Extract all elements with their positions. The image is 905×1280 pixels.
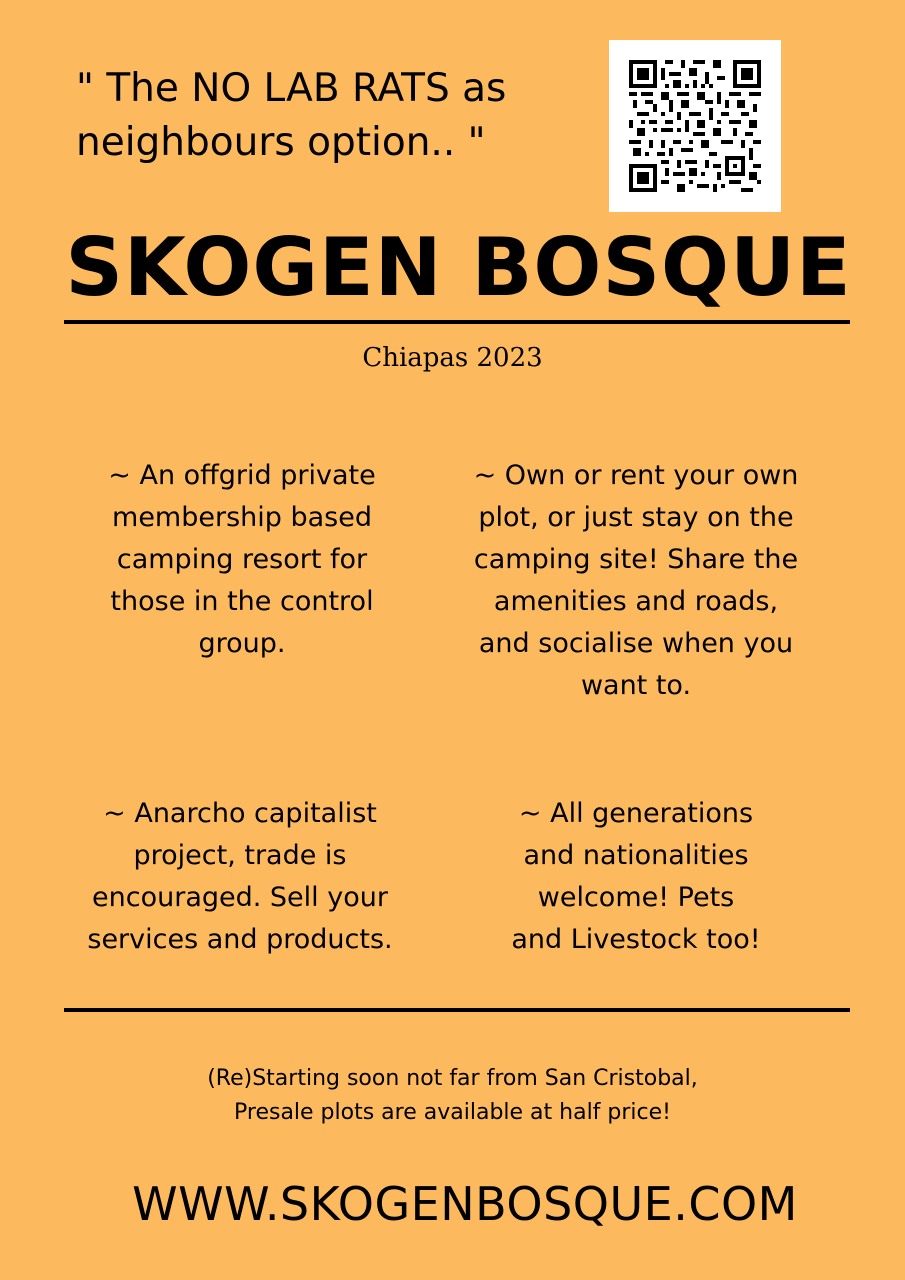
feature-line: welcome! Pets <box>537 882 735 913</box>
feature-line: camping resort for <box>116 544 368 575</box>
feature-line: plot, or just stay on the <box>478 502 794 533</box>
feature-line: services and products. <box>87 924 393 955</box>
feature-line: group. <box>198 628 286 659</box>
feature-line: ~ Anarcho capitalist <box>103 798 377 829</box>
feature-block-welcome <box>446 793 826 961</box>
feature-line: membership based <box>112 502 372 533</box>
feature-block-trade <box>50 793 430 961</box>
footer-line-2: Presale plots are available at half price! <box>234 1100 671 1125</box>
footer-divider <box>64 1008 850 1012</box>
feature-line: encouraged. Sell your <box>92 882 388 913</box>
tagline <box>76 62 576 170</box>
feature-block-offgrid <box>52 455 432 665</box>
page-title: SKOGEN BOSQUE <box>65 221 852 314</box>
feature-line: ~ An offgrid private <box>108 460 376 491</box>
feature-line: camping site! Share the <box>473 544 799 575</box>
feature-line: those in the control <box>110 586 374 617</box>
feature-line: ~ All generations <box>518 798 754 829</box>
feature-line: and socialise when you <box>478 628 794 659</box>
feature-line: ~ Own or rent your own <box>473 460 799 491</box>
feature-line: and nationalities <box>523 840 749 871</box>
website-link[interactable]: WWW.SKOGENBOSQUE.COM <box>132 1177 798 1231</box>
subtitle: Chiapas 2023 <box>362 343 543 373</box>
feature-line: amenities and roads, <box>493 586 779 617</box>
footer-note <box>0 1062 905 1130</box>
feature-line: and Livestock too! <box>511 924 761 955</box>
qr-code[interactable] <box>609 40 781 212</box>
tagline-line-1: " The NO LAB RATS as <box>76 66 507 111</box>
title-divider <box>64 320 850 324</box>
tagline-line-2: neighbours option.. " <box>76 120 486 165</box>
qr-code-icon <box>629 60 761 192</box>
feature-line: project, trade is <box>133 840 347 871</box>
footer-line-1: (Re)Starting soon not far from San Cristobal, <box>207 1066 698 1091</box>
feature-block-plots <box>446 455 826 707</box>
feature-line: want to. <box>580 670 692 701</box>
